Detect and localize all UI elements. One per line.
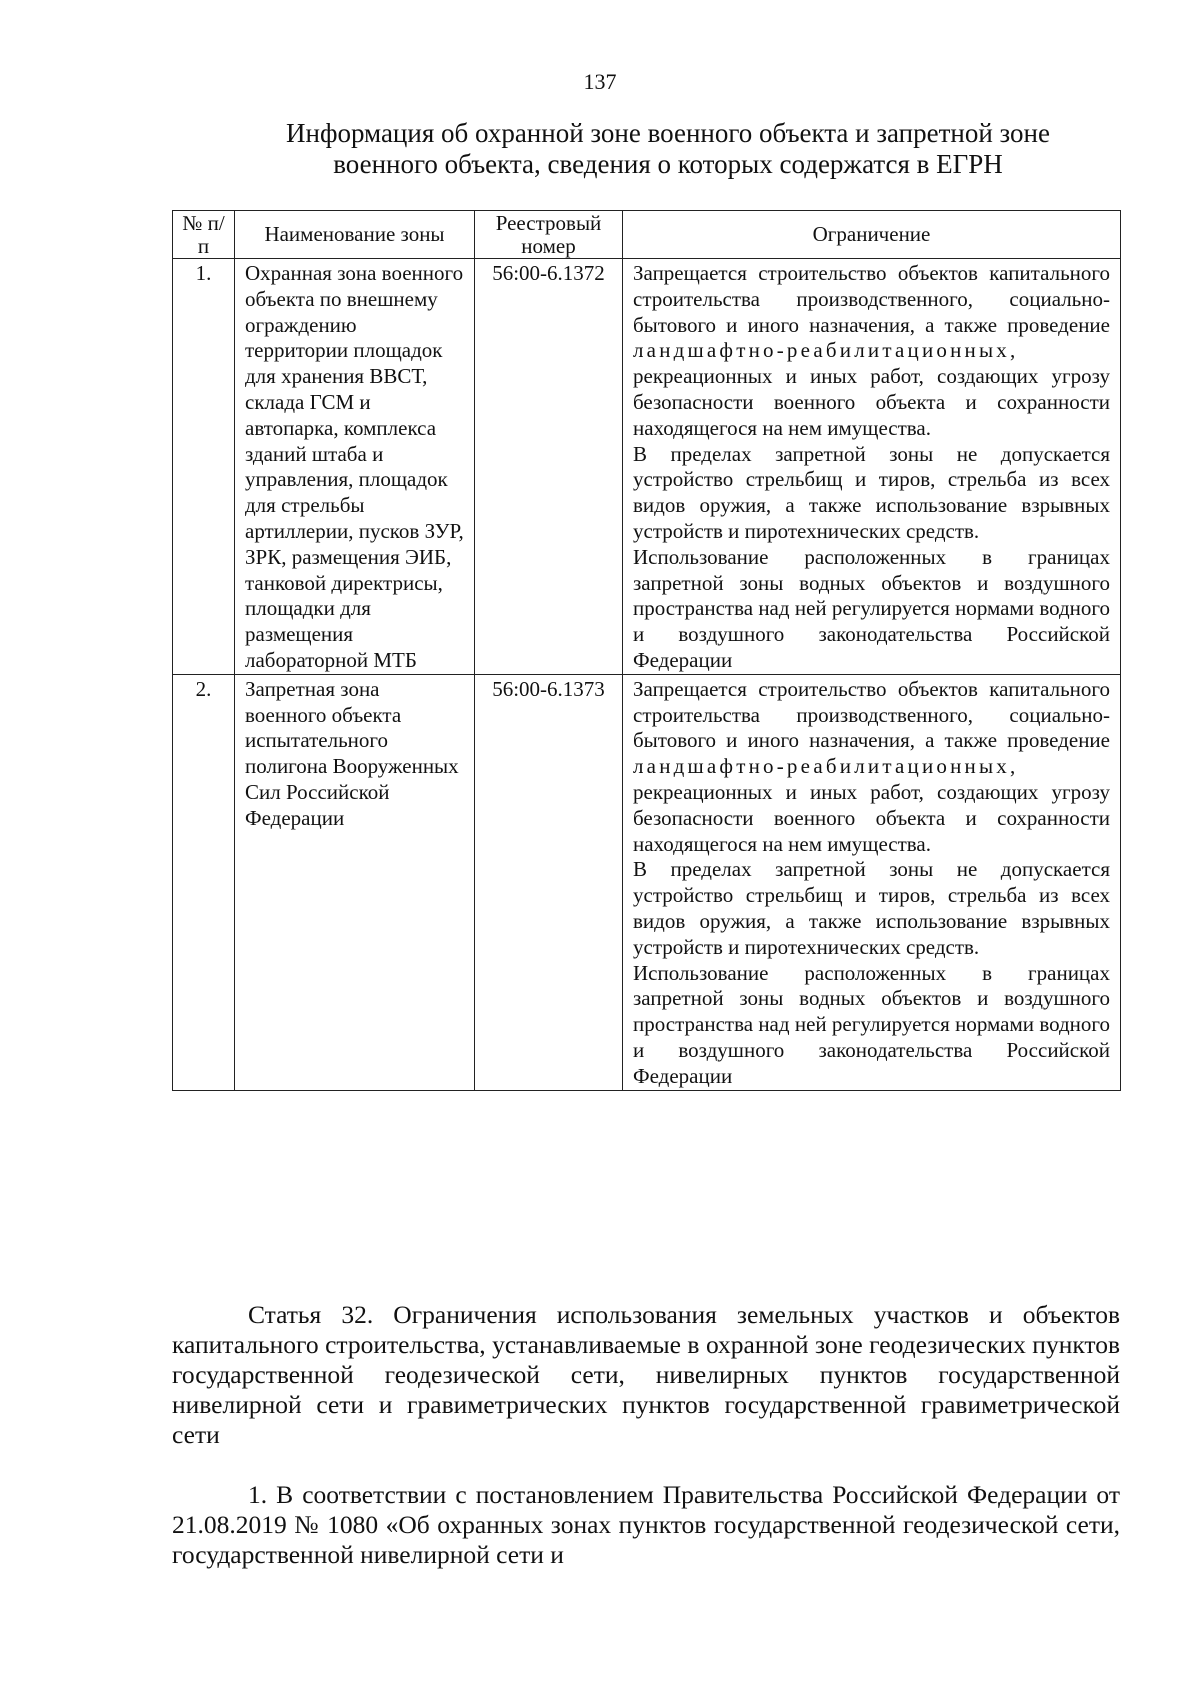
document-title-line-1: Информация об охранной зоне военного объекта и запретной зоне <box>286 118 1050 148</box>
header-reg: Реестровый номер <box>475 211 623 259</box>
restriction-text-spaced: ландшафтно-реабилитационных, <box>633 754 1019 779</box>
row-restriction <box>623 674 1121 1090</box>
header-name: Наименование зоны <box>235 211 475 259</box>
row-registry-number: 56:00-6.1372 <box>475 259 623 675</box>
restriction-text: Запрещается строительство объектов капитального строительства производственного, социально-бытового и иного назначения, а также проведение <box>633 676 1110 753</box>
restriction-text: рекреационных и иных работ, создающих угрозу безопасности военного объекта и сохранности находящегося на нем имущества. <box>633 779 1110 856</box>
row-num: 1. <box>173 259 235 675</box>
document-title-line-2: военного объекта, сведения о которых содержатся в ЕГРН <box>333 149 1003 179</box>
row-registry-number: 56:00-6.1373 <box>475 674 623 1090</box>
zones-table <box>172 210 1121 1091</box>
restriction-text: Запрещается строительство объектов капитального строительства производственного, социально-бытового и иного назначения, а также проведение <box>633 261 1110 337</box>
table-header-row <box>173 211 1121 259</box>
restriction-text-spaced: ландшафтно-реабилитационных, <box>633 338 1019 363</box>
article-heading: Статья 32. Ограничения использования земельных участков и объектов капитального строительства, устанавливаемые в охранной зоне геодезических пунктов государственной геодезической сети, нивелирных пунктов государственной нивелирной сети и гравиметрических пунктов государственной гравиметрической сети <box>172 1300 1120 1449</box>
row-restriction <box>623 259 1121 675</box>
restriction-paragraph <box>633 677 1110 858</box>
article-point-1: 1. В соответствии с постановлением Правительства Российской Федерации от 21.08.2019 № 1080 «Об охранных зонах пунктов государственной геодезической сети, государственной нивелирной сети и <box>172 1480 1120 1569</box>
table-row <box>173 674 1121 1090</box>
restriction-text: рекреационных и иных работ, создающих угрозу безопасности военного объекта и сохранности находящегося на нем имущества. <box>633 364 1110 440</box>
restriction-paragraph: Использование расположенных в границах запретной зоны водных объектов и воздушного пространства над ней регулируется нормами водного и воздушного законодательства Российской Федерации <box>633 544 1110 672</box>
restriction-paragraph: Использование расположенных в границах запретной зоны водных объектов и воздушного пространства над ней регулируется нормами водного и воздушного законодательства Российской Федерации <box>633 960 1110 1088</box>
table-row <box>173 259 1121 675</box>
row-zone-name: Охранная зона военного объекта по внешнему ограждению территории площадок для хранения ВВСТ, склада ГСМ и автопарка, комплекса зданий штаба и управления, площадок для стрельбы артиллерии, пусков ЗУР, ЗРК, размещения ЭИБ, танковой директрисы, площадки для размещения лабораторной МТБ <box>235 259 475 675</box>
header-restriction: Ограничение <box>623 211 1121 259</box>
document-title <box>268 118 1068 180</box>
restriction-paragraph <box>633 261 1110 442</box>
header-num: № п/п <box>173 211 235 259</box>
restriction-paragraph: В пределах запретной зоны не допускается устройство стрельбищ и тиров, стрельба из всех видов оружия, а также использование взрывных устройств и пиротехнических средств. <box>633 441 1110 543</box>
row-num: 2. <box>173 674 235 1090</box>
row-zone-name: Запретная зона военного объекта испытательного полигона Вооруженных Сил Российской Федерации <box>235 674 475 1090</box>
article-section <box>172 1300 1120 1570</box>
page-number: 137 <box>583 69 617 94</box>
restriction-paragraph: В пределах запретной зоны не допускается устройство стрельбищ и тиров, стрельба из всех видов оружия, а также использование взрывных устройств и пиротехнических средств. <box>633 857 1110 959</box>
